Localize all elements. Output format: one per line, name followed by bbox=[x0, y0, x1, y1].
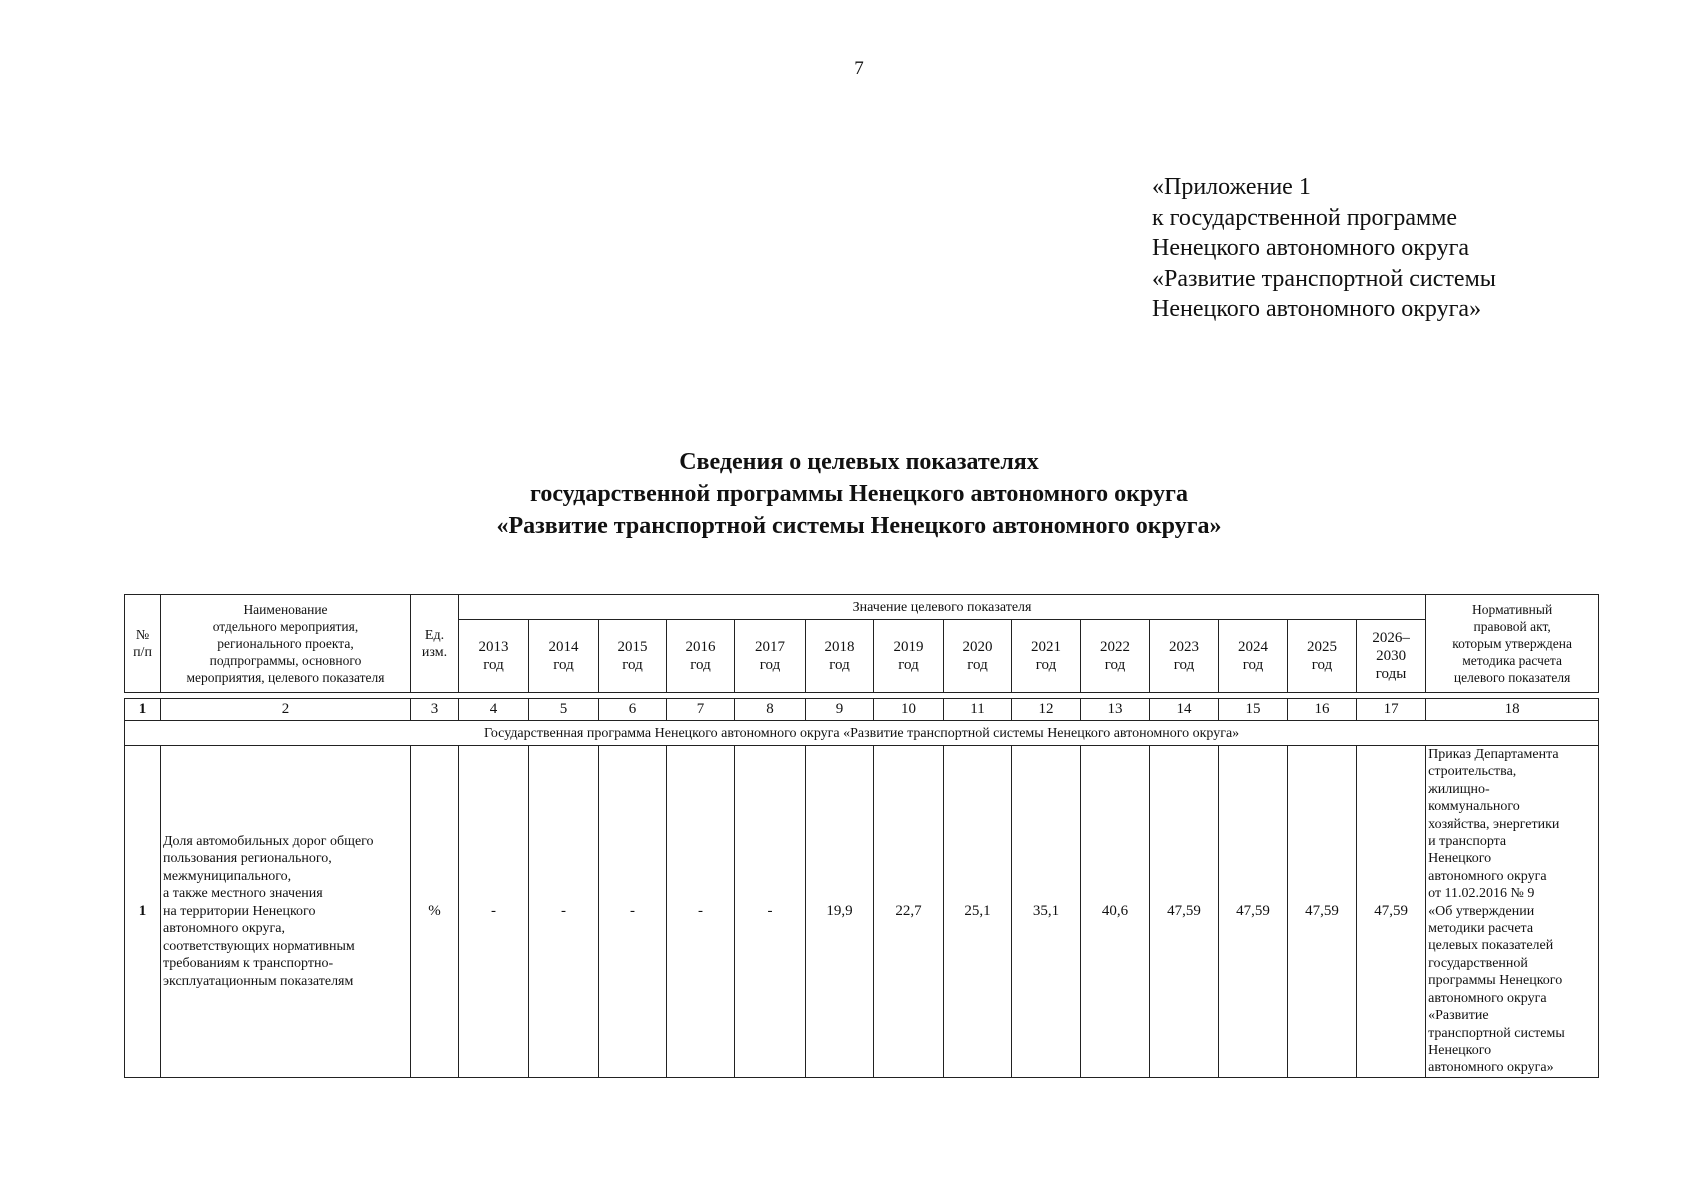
column-number: 9 bbox=[806, 699, 874, 721]
header-year: 2014 год bbox=[529, 620, 599, 693]
column-number: 10 bbox=[874, 699, 944, 721]
table-row bbox=[125, 746, 1599, 1078]
indicator-name: Доля автомобильных дорог общего пользования регионального, межмуниципального, а также местного значения на территории Ненецкого автономного округа, соответствующих нормативным требованиям к транспортно- эксплуатационным показателям bbox=[161, 746, 411, 1078]
value-cell: - bbox=[459, 746, 529, 1078]
column-number: 3 bbox=[411, 699, 459, 721]
value-cell: 47,59 bbox=[1288, 746, 1357, 1078]
column-number: 7 bbox=[667, 699, 735, 721]
legal-act-cell: Приказ Департамента строительства, жилищно- коммунального хозяйства, энергетики и транспорта Ненецкого автономного округа от 11.02.2016 № 9 «Об утверждении методики расчета целевых показателей государственной программы Ненецкого автономного округа «Развитие транспортной системы Ненецкого автономного округа» bbox=[1426, 746, 1599, 1078]
header-num: № п/п bbox=[125, 595, 161, 693]
column-number: 2 bbox=[161, 699, 411, 721]
header-act: Нормативный правовой акт, которым утверждена методика расчета целевого показателя bbox=[1426, 595, 1599, 693]
column-number: 5 bbox=[529, 699, 599, 721]
column-number: 14 bbox=[1150, 699, 1219, 721]
column-number: 16 bbox=[1288, 699, 1357, 721]
column-number: 11 bbox=[944, 699, 1012, 721]
value-cell: - bbox=[599, 746, 667, 1078]
header-year: 2024 год bbox=[1219, 620, 1288, 693]
header-year: 2022 год bbox=[1081, 620, 1150, 693]
value-cell: 47,59 bbox=[1219, 746, 1288, 1078]
value-cell: 35,1 bbox=[1012, 746, 1081, 1078]
page-number: 7 bbox=[854, 58, 864, 79]
indicators-table bbox=[124, 594, 1599, 1078]
header-year: 2023 год bbox=[1150, 620, 1219, 693]
column-number: 18 bbox=[1426, 699, 1599, 721]
header-values-group: Значение целевого показателя bbox=[459, 595, 1426, 620]
value-cell: 40,6 bbox=[1081, 746, 1150, 1078]
header-year: 2025 год bbox=[1288, 620, 1357, 693]
title-line: «Развитие транспортной системы Ненецкого автономного округа» bbox=[496, 513, 1222, 539]
column-number: 6 bbox=[599, 699, 667, 721]
header-year: 2016 год bbox=[667, 620, 735, 693]
column-number: 8 bbox=[735, 699, 806, 721]
row-number: 1 bbox=[125, 746, 161, 1078]
value-cell: - bbox=[735, 746, 806, 1078]
unit-cell: % bbox=[411, 746, 459, 1078]
appendix-line: Ненецкого автономного округа bbox=[1152, 235, 1470, 261]
document-title bbox=[0, 446, 1698, 542]
appendix-line: «Приложение 1 bbox=[1152, 174, 1311, 200]
header-year: 2026– 2030 годы bbox=[1357, 620, 1426, 693]
title-line: Сведения о целевых показателях bbox=[679, 449, 1039, 475]
value-cell: 47,59 bbox=[1150, 746, 1219, 1078]
column-number: 12 bbox=[1012, 699, 1081, 721]
column-number: 17 bbox=[1357, 699, 1426, 721]
appendix-note bbox=[1152, 172, 1496, 325]
value-cell: 19,9 bbox=[806, 746, 874, 1078]
header-year: 2019 год bbox=[874, 620, 944, 693]
value-cell: 47,59 bbox=[1357, 746, 1426, 1078]
header-year: 2020 год bbox=[944, 620, 1012, 693]
column-number: 1 bbox=[125, 699, 161, 721]
value-cell: - bbox=[529, 746, 599, 1078]
value-cell: - bbox=[667, 746, 735, 1078]
header-unit: Ед. изм. bbox=[411, 595, 459, 693]
header-name: Наименование отдельного мероприятия, регионального проекта, подпрограммы, основного мероприятия, целевого показателя bbox=[161, 595, 411, 693]
value-cell: 22,7 bbox=[874, 746, 944, 1078]
appendix-line: Ненецкого автономного округа» bbox=[1152, 296, 1482, 322]
header-year: 2021 год bbox=[1012, 620, 1081, 693]
appendix-line: к государственной программе bbox=[1152, 204, 1458, 231]
column-number: 4 bbox=[459, 699, 529, 721]
section-title: Государственная программа Ненецкого автономного округа «Развитие транспортной системы Ненецкого автономного округа» bbox=[125, 721, 1599, 746]
column-number-row bbox=[125, 699, 1599, 721]
header-year: 2018 год bbox=[806, 620, 874, 693]
column-number: 15 bbox=[1219, 699, 1288, 721]
header-year: 2015 год bbox=[599, 620, 667, 693]
value-cell: 25,1 bbox=[944, 746, 1012, 1078]
title-line: государственной программы Ненецкого автономного округа bbox=[530, 481, 1188, 507]
appendix-line: «Развитие транспортной системы bbox=[1152, 265, 1496, 292]
column-number: 13 bbox=[1081, 699, 1150, 721]
header-year: 2017 год bbox=[735, 620, 806, 693]
header-year: 2013 год bbox=[459, 620, 529, 693]
